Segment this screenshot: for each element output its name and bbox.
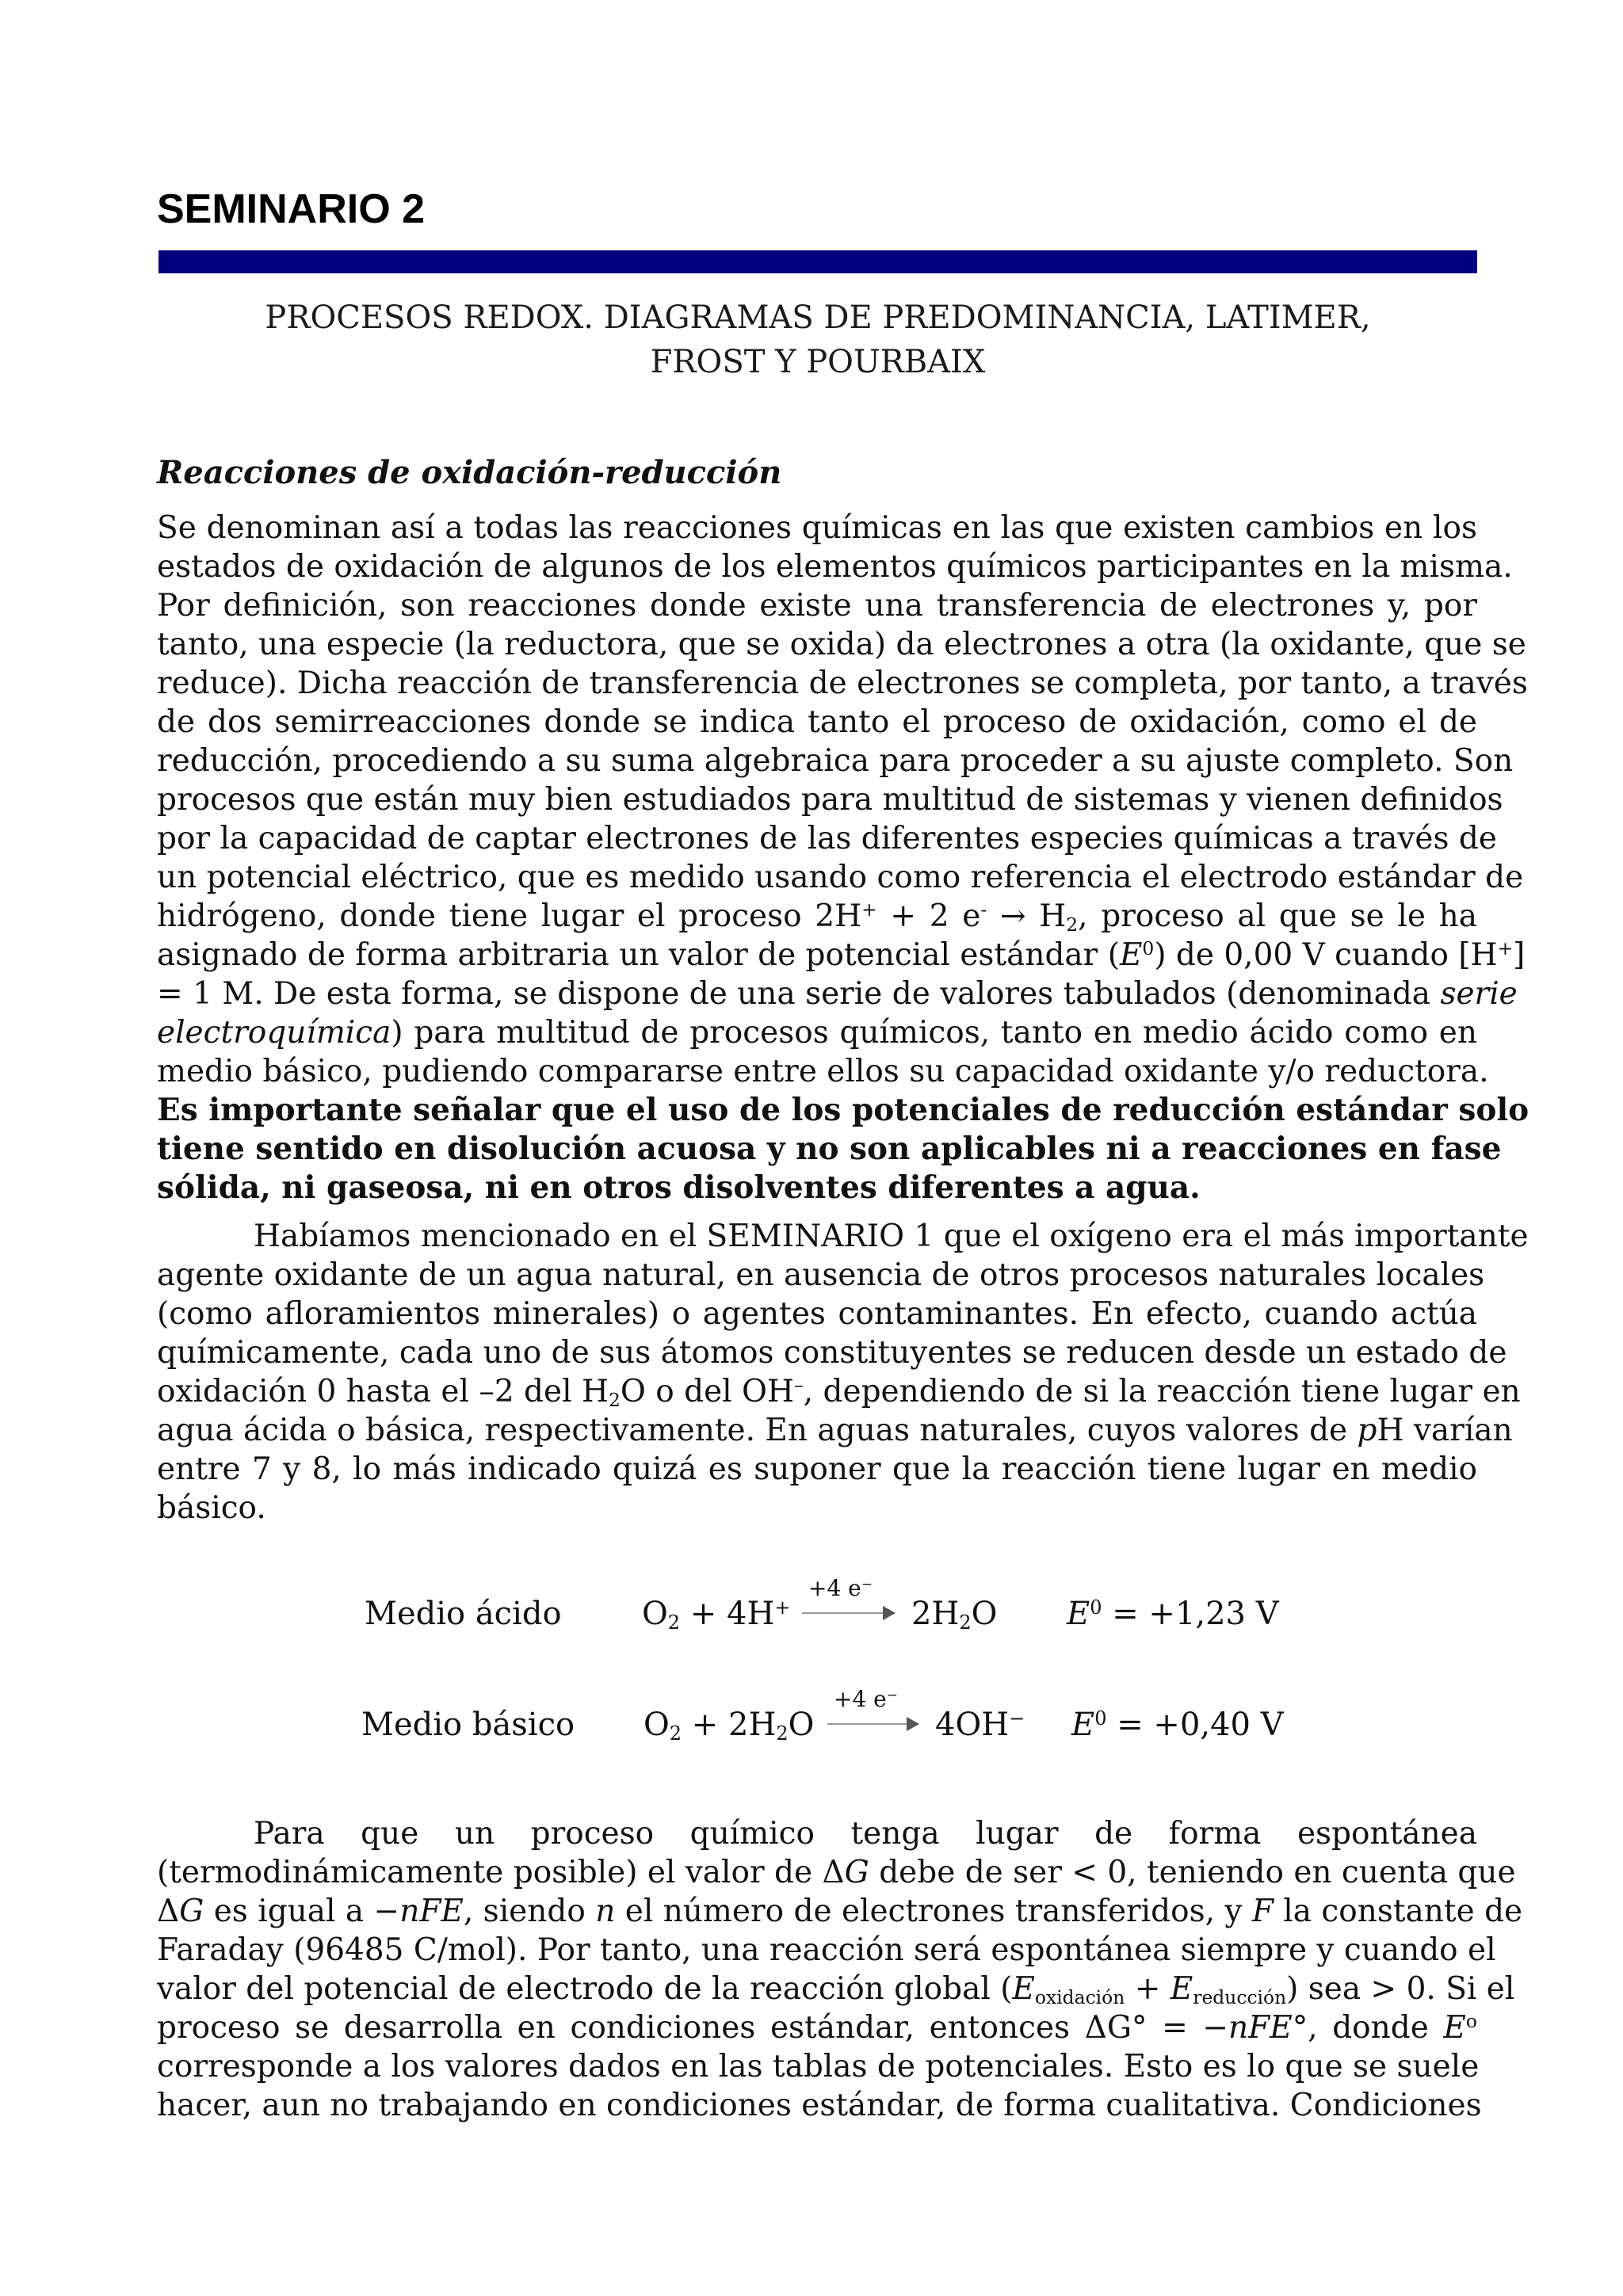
equation-label: Medio básico [361,1707,575,1743]
arrow-label [808,1577,873,1600]
text-run: + [1125,1971,1170,2007]
text-run: , proceso al que se le ha [1078,898,1478,934]
text-run: = 1 M. De esta forma, se dispone de una serie de valores tabulados (denominada [157,976,1441,1012]
text-run: + 4H [680,1596,775,1632]
subscript: 2 [1066,913,1079,936]
superscript: 0 [1142,937,1155,960]
text-run: = +0,40 V [1106,1707,1284,1743]
text-run: H varían [1377,1413,1513,1448]
bold-paragraph-line: tiene sentido en disolución acuosa y no son aplicables ni a reacciones en fase [157,1131,1502,1167]
arrow-shaft [827,1723,908,1725]
text-run: = +1,23 V [1102,1596,1279,1632]
paragraph-line: (como afloramientos minerales) o agentes contaminantes. En efecto, cuando actúa [157,1296,1477,1332]
arrow-label [834,1688,898,1711]
italic-symbol: G [844,1855,869,1890]
paragraph-line: Habíamos mencionado en el SEMINARIO 1 que el oxígeno era el más importante [254,1219,1529,1254]
text-run: O [642,1596,668,1632]
text-run: valor del potencial de electrodo de la reacción global ( [157,1971,1013,2007]
paragraph-3 [157,1814,1523,2125]
text-run: el número de electrones transferidos, y [615,1894,1252,1929]
paragraph-line: agente oxidante de un agua natural, en ausencia de otros procesos naturales locales [157,1257,1485,1293]
text-run: debe de ser < 0, teniendo en cuenta que [869,1855,1516,1890]
equation-reactants [643,1705,814,1745]
text-run: proceso se desarrolla en condiciones estándar, entonces ΔG° = − [157,2010,1229,2046]
arrow-head [883,1606,896,1620]
text-run: +4 e [834,1686,887,1712]
paragraph-line: tanto, una especie (la reductora, que se oxida) da electrones a otra (la oxidante, que se [157,627,1526,662]
bold-paragraph-line: sólida, ni gaseosa, ni en otros disolventes diferentes a agua. [157,1169,1201,1206]
italic-symbol: E [1012,1971,1035,2007]
paragraph-line: corresponde a los valores dados en las tablas de potenciales. Esto es lo que se suele [157,2049,1480,2084]
superscript: 0 [1090,1596,1102,1619]
italic-symbol: E [1170,1971,1193,2007]
arrow-shaft [802,1612,884,1614]
text-run: O [788,1707,815,1743]
superscript: 0 [1094,1707,1107,1730]
subscript: oxidación [1034,1985,1125,2008]
superscript: − [861,1575,873,1592]
document-title-line-2: FROST Y POURBAIX [650,344,986,380]
subscript: 2 [608,1388,621,1411]
italic-symbol: E [1443,2010,1466,2046]
paragraph-1 [157,509,1529,1207]
equation-products [911,1594,997,1634]
paragraph-line: por la capacidad de captar electrones de las diferentes especies químicas a través de [157,821,1497,856]
paragraph-line: reducción, procediendo a su suma algebraica para proceder a su ajuste completo. Son [157,743,1514,779]
paragraph-line: reduce). Dicha reacción de transferencia de electrones se completa, por tanto, a través [157,666,1528,701]
text-run: ) para multitud de procesos químicos, tanto en medio ácido como en [391,1015,1477,1051]
italic-term: electroquímica [157,1015,391,1051]
document-title-line-1: PROCESOS REDOX. DIAGRAMAS DE PREDOMINANCIA, LATIMER, [265,299,1371,336]
arrow-head [907,1717,919,1731]
superscript: o [1465,2010,1477,2033]
paragraph-line: de dos semirreacciones donde se indica tanto el proceso de oxidación, como el de [157,704,1477,740]
paragraph-line: procesos que están muy bien estudiados para multitud de sistemas y vienen definidos [157,782,1503,818]
equation-products [935,1705,1025,1745]
superscript: + [1497,937,1514,960]
italic-term: serie [1440,976,1518,1012]
text-run: , siendo [463,1894,596,1929]
italic-symbol: n [595,1894,616,1929]
title-divider-bar [158,250,1477,273]
text-run: , dependiendo de si la reacción tiene lugar en [803,1374,1521,1409]
text-run: oxidación 0 hasta el –2 del H [157,1374,609,1409]
text-run: hidrógeno, donde tiene lugar el proceso 2H [157,898,862,934]
paragraph-line [157,1372,1521,1411]
italic-symbol: p [1357,1413,1377,1448]
subscript: 2 [776,1722,789,1745]
paragraph-line: Faraday (96485 C/mol). Por tanto, una reacción será espontánea siempre y cuando el [157,1932,1496,1968]
text-run: 4OH [935,1707,1010,1743]
reaction-arrow [827,1714,919,1733]
italic-symbol: G [179,1894,204,1929]
superscript: − [1009,1707,1025,1730]
equation-label: Medio ácido [365,1596,562,1632]
italic-symbol: nFE [1228,2010,1293,2046]
paragraph-line [157,974,1518,1013]
paragraph-line: Para que un proceso químico tenga lugar de forma espontánea [254,1816,1477,1852]
paragraph-line: entre 7 y 8, lo más indicado quizá es suponer que la reacción tiene lugar en medio [157,1451,1477,1487]
text-run: agua ácida o básica, respectivamente. En aguas naturales, cuyos valores de [157,1413,1358,1448]
reaction-arrow [802,1604,896,1623]
paragraph-line: hacer, aun no trabajando en condiciones estándar, de forma cualitativa. Condiciones [157,2088,1482,2123]
text-run: +4 e [808,1575,861,1601]
subscript: reducción [1193,1985,1287,2008]
paragraph-line [157,1411,1513,1450]
subscript: 2 [669,1722,682,1745]
paragraph-line [157,1892,1523,1931]
text-run: + 2H [682,1707,777,1743]
italic-symbol: F [1251,1894,1274,1929]
text-run: ] [1513,937,1526,973]
text-run: ) sea > 0. Si el [1286,1971,1515,2007]
equation-potential [1071,1705,1284,1745]
text-run: 2H [911,1596,960,1632]
text-run: Δ [157,1894,180,1929]
italic-symbol: E [1071,1707,1095,1743]
text-run: O [643,1707,670,1743]
paragraph-line: Se denominan así a todas las reacciones químicas en las que existen cambios en los [157,510,1477,546]
paragraph-line [157,897,1477,936]
paragraph-line: básico. [157,1490,266,1526]
text-run: la constante de [1273,1894,1523,1929]
superscript: − [886,1686,898,1703]
text-run: → H [987,898,1067,934]
paragraph-2 [157,1217,1529,1527]
paragraph-line [157,2008,1477,2047]
text-run: ) de 0,00 V cuando [H [1154,937,1498,973]
superscript: + [861,898,877,921]
paragraph-line: químicamente, cada uno de sus átomos constituyentes se reducen desde un estado de [157,1335,1507,1371]
text-run: es igual a − [204,1894,400,1929]
seminar-title: SEMINARIO 2 [157,186,426,232]
paragraph-line: un potencial eléctrico, que es medido usando como referencia el electrodo estándar de [157,860,1524,895]
section-heading: Reacciones de oxidación-reducción [157,454,782,491]
italic-symbol: nFE [399,1894,464,1929]
italic-symbol: E [1067,1596,1090,1632]
text-run: (termodinámicamente posible) el valor de Δ [157,1855,845,1890]
paragraph-line [157,1970,1515,2008]
paragraph-line: Por definición, son reacciones donde existe una transferencia de electrones y, por [157,588,1477,624]
italic-symbol: E [1119,937,1143,973]
paragraph-line [157,936,1526,974]
text-run: asignado de forma arbitraria un valor de potencial estándar ( [157,937,1120,973]
superscript: – [794,1374,804,1397]
paragraph-line [157,1853,1516,1892]
equation-potential [1067,1594,1279,1634]
paragraph-line [157,1013,1477,1052]
text-run: O [971,1596,998,1632]
text-run: + 2 e [876,898,981,934]
text-run: °, donde [1292,2010,1444,2046]
subscript: 2 [959,1611,972,1634]
paragraph-line: medio básico, pudiendo compararse entre ellos su capacidad oxidante y/o reductora. [157,1054,1489,1089]
text-run: O o del OH [620,1374,795,1409]
subscript: 2 [667,1611,681,1634]
superscript: + [774,1596,791,1619]
paragraph-line: estados de oxidación de algunos de los elementos químicos participantes en la misma. [157,549,1513,585]
equation-reactants [642,1594,790,1634]
bold-paragraph-line: Es importante señalar que el uso de los potenciales de reducción estándar solo [157,1092,1529,1128]
superscript: - [980,898,987,921]
